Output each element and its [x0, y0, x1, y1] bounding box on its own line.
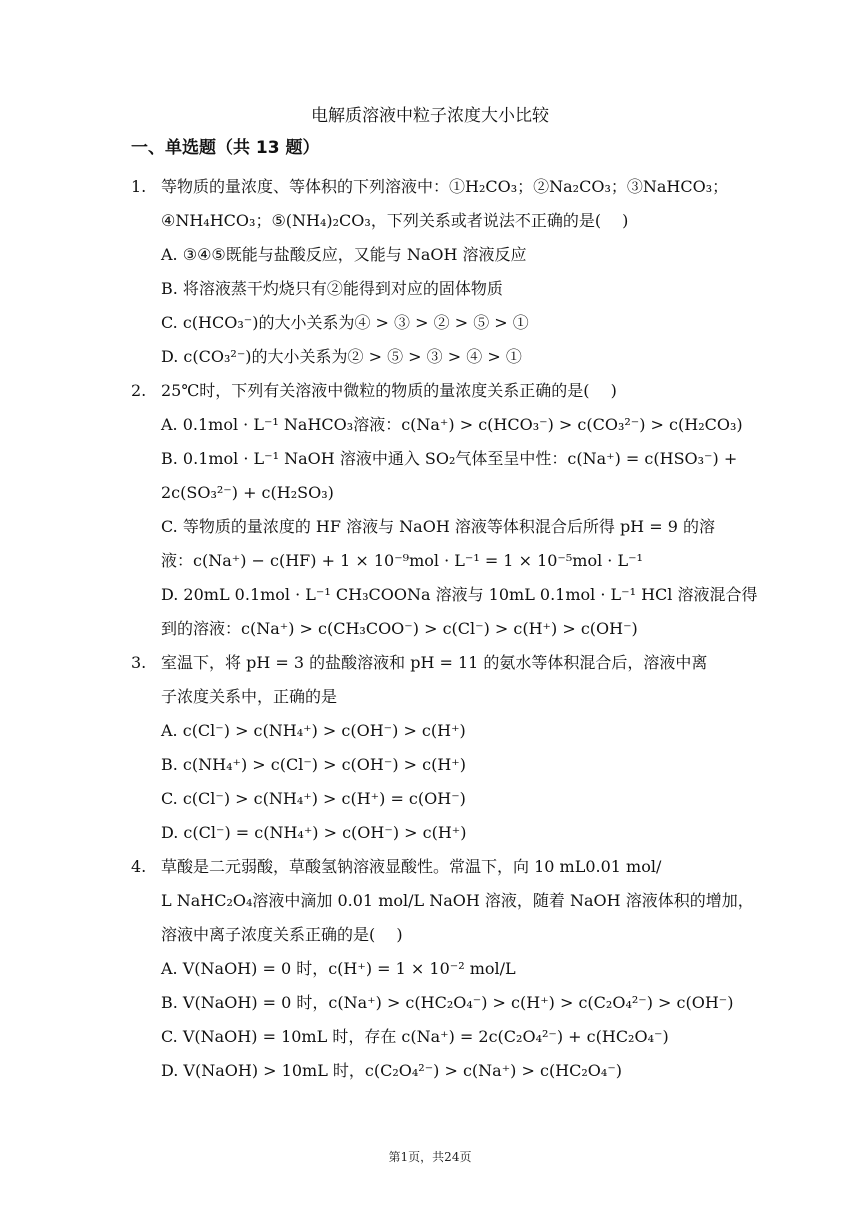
question-4-text: L NaHC₂O₄溶液中滴加 0.01 mol/L NaOH 溶液，随着 NaOH 溶液体积的增加， [161, 891, 754, 910]
option-text: A. 0.1mol · L⁻¹ NaHCO₃溶液：c(Na⁺) > c(HCO₃⁻) > c(CO₃²⁻) > c(H₂CO₃) [161, 415, 743, 434]
question-list [0, 170, 860, 1088]
question-4-line-1 [0, 850, 860, 884]
question-1-line-2 [0, 204, 860, 238]
option-text: B. 将溶液蒸干灼烧只有②能得到对应的固体物质 [161, 279, 503, 298]
question-3-option-d [0, 816, 860, 850]
question-2-option-b [0, 442, 860, 476]
question-4-text: 草酸是二元弱酸，草酸氢钠溶液显酸性。常温下，向 10 mL0.01 mol/ [161, 857, 662, 876]
option-text: D. 20mL 0.1mol · L⁻¹ CH₃COONa 溶液与 10mL 0.1mol · L⁻¹ HCl 溶液混合得 [161, 585, 758, 604]
question-3-option-a [0, 714, 860, 748]
question-3-text: 子浓度关系中，正确的是 [161, 687, 338, 706]
option-text: B. 0.1mol · L⁻¹ NaOH 溶液中通入 SO₂气体至呈中性：c(Na⁺) = c(HSO₃⁻) + [161, 449, 738, 468]
question-2-option-d-cont [0, 612, 860, 646]
question-2-line-1 [0, 374, 860, 408]
question-1-option-c [0, 306, 860, 340]
section-heading: 一、单选题（共 13 题） [131, 138, 320, 158]
page-footer: 第1页，共24页 [388, 1150, 472, 1164]
question-2-option-c [0, 510, 860, 544]
question-1-option-b [0, 272, 860, 306]
question-4-option-c [0, 1020, 860, 1054]
question-4-option-d [0, 1054, 860, 1088]
question-2-option-d [0, 578, 860, 612]
option-text: C. 等物质的量浓度的 HF 溶液与 NaOH 溶液等体积混合后所得 pH = 9 的溶 [161, 517, 715, 536]
option-text: C. c(HCO₃⁻)的大小关系为④ > ③ > ② > ⑤ > ① [161, 313, 529, 332]
option-text: 2c(SO₃²⁻) + c(H₂SO₃) [161, 483, 334, 502]
question-4-line-3 [0, 918, 860, 952]
question-3-line-2 [0, 680, 860, 714]
option-text: 到的溶液：c(Na⁺) > c(CH₃COO⁻) > c(Cl⁻) > c(H⁺) > c(OH⁻) [161, 619, 638, 638]
question-3-text: 室温下，将 pH = 3 的盐酸溶液和 pH = 11 的氨水等体积混合后，溶液中离 [161, 653, 708, 672]
question-2-option-c-cont [0, 544, 860, 578]
option-text: C. c(Cl⁻) > c(NH₄⁺) > c(H⁺) = c(OH⁻) [161, 789, 466, 808]
option-text: A. c(Cl⁻) > c(NH₄⁺) > c(OH⁻) > c(H⁺) [161, 721, 466, 740]
option-text: D. c(Cl⁻) = c(NH₄⁺) > c(OH⁻) > c(H⁺) [161, 823, 467, 842]
question-3-line-1 [0, 646, 860, 680]
question-3-option-b [0, 748, 860, 782]
question-1-text: 等物质的量浓度、等体积的下列溶液中：①H₂CO₃；②Na₂CO₃；③NaHCO₃； [161, 177, 729, 196]
question-1-number: 1. [131, 177, 147, 196]
option-text: B. c(NH₄⁺) > c(Cl⁻) > c(OH⁻) > c(H⁺) [161, 755, 466, 774]
option-text: A. ③④⑤既能与盐酸反应，又能与 NaOH 溶液反应 [161, 245, 527, 264]
question-4-text: 溶液中离子浓度关系正确的是( ) [161, 925, 403, 944]
option-text: 液：c(Na⁺) − c(HF) + 1 × 10⁻⁹mol · L⁻¹ = 1 × 10⁻⁵mol · L⁻¹ [161, 551, 643, 570]
option-text: C. V(NaOH) = 10mL 时，存在 c(Na⁺) = 2c(C₂O₄²⁻) + c(HC₂O₄⁻) [161, 1027, 669, 1046]
question-1-text: ④NH₄HCO₃；⑤(NH₄)₂CO₃，下列关系或者说法不正确的是( ) [161, 211, 629, 230]
question-3-option-c [0, 782, 860, 816]
question-1-line-1 [0, 170, 860, 204]
question-2-number: 2. [131, 381, 147, 400]
option-text: B. V(NaOH) = 0 时，c(Na⁺) > c(HC₂O₄⁻) > c(H⁺) > c(C₂O₄²⁻) > c(OH⁻) [161, 993, 734, 1012]
question-4-number: 4. [131, 857, 147, 876]
option-text: A. V(NaOH) = 0 时，c(H⁺) = 1 × 10⁻² mol/L [161, 959, 516, 978]
question-4-line-2 [0, 884, 860, 918]
option-text: D. c(CO₃²⁻)的大小关系为② > ⑤ > ③ > ④ > ① [161, 347, 522, 366]
question-1-option-d [0, 340, 860, 374]
document-title: 电解质溶液中粒子浓度大小比较 [311, 106, 549, 126]
question-2-text: 25℃时，下列有关溶液中微粒的物质的量浓度关系正确的是( ) [161, 381, 617, 400]
option-text: D. V(NaOH) > 10mL 时，c(C₂O₄²⁻) > c(Na⁺) > c(HC₂O₄⁻) [161, 1061, 623, 1080]
question-3-number: 3. [131, 653, 147, 672]
question-4-option-a [0, 952, 860, 986]
question-2-option-b-cont [0, 476, 860, 510]
question-2-option-a [0, 408, 860, 442]
question-4-option-b [0, 986, 860, 1020]
question-1-option-a [0, 238, 860, 272]
